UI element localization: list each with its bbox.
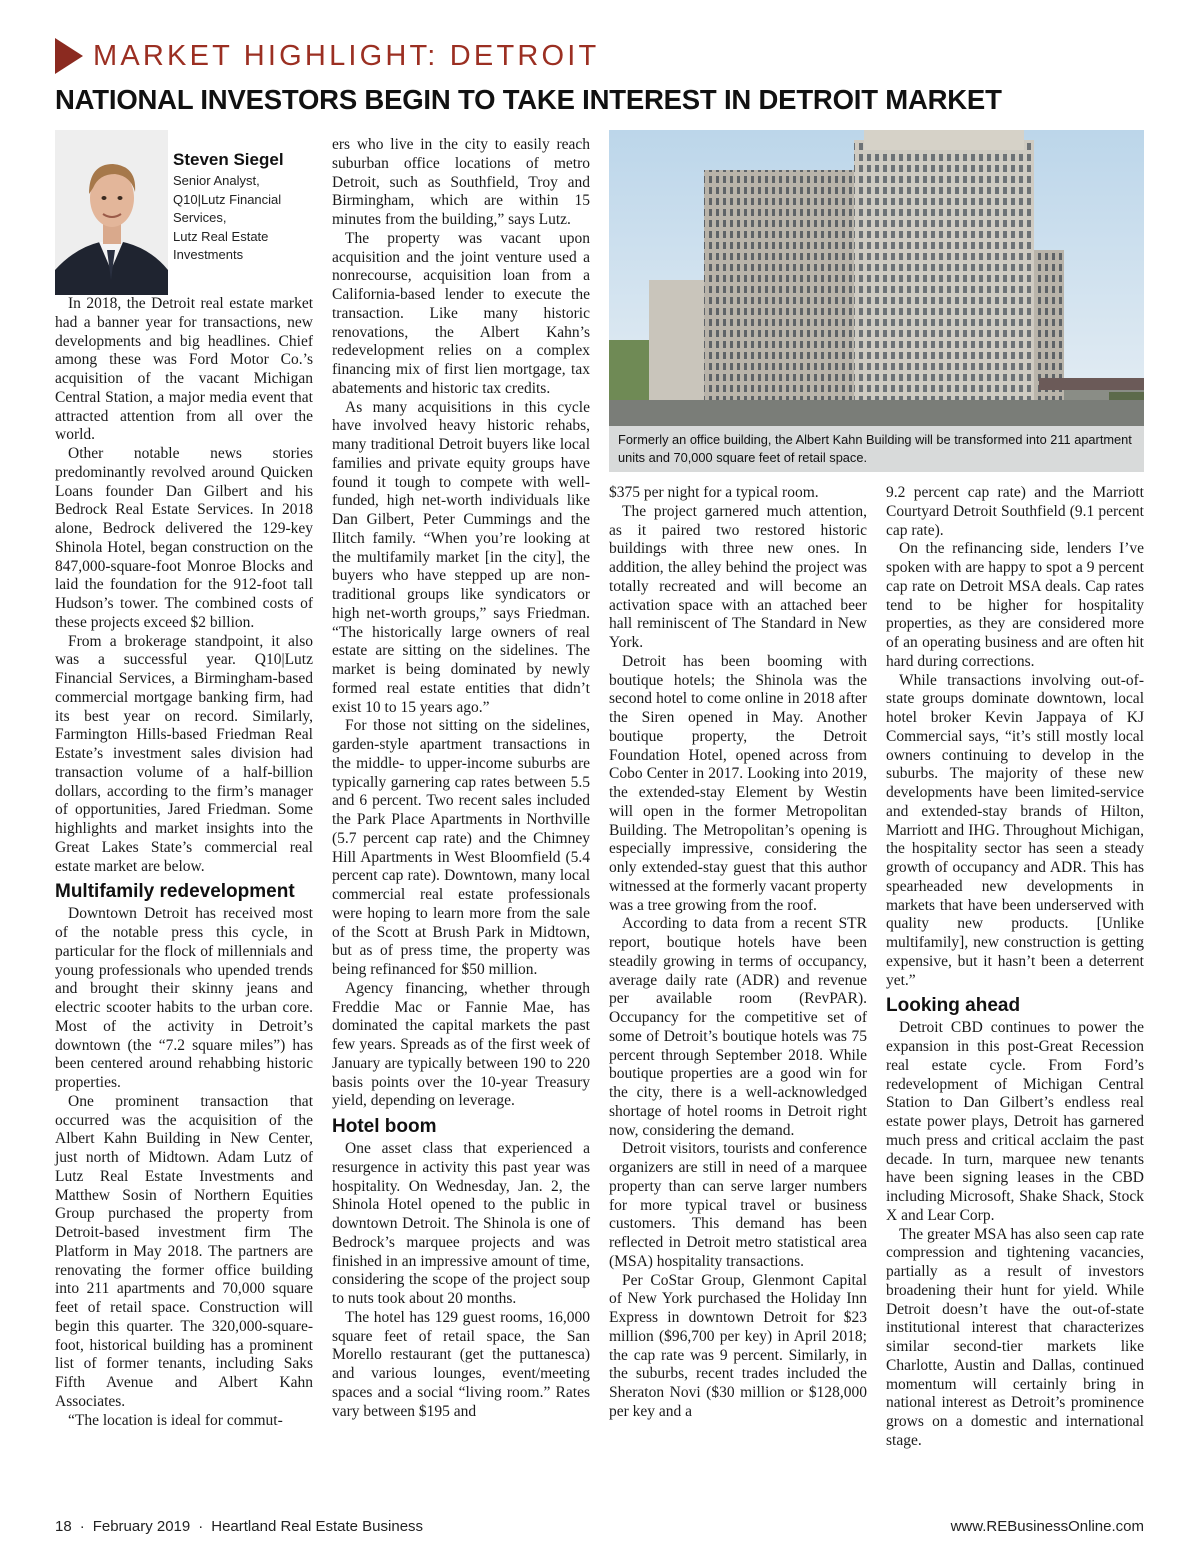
paragraph: As many acquisitions in this cycle have involved heavy historic rehabs, many traditional Detroit buyers like local families and private equity groups have found it tough to compete with well-funded, high net-worth individuals like Dan Gilbert, Peter Cummings and the Ilitch family. “When you’re looking at the multifamily market [in the city], the buyers who have stepped up are non-traditional groups like syndicators or high net-worth groups,” says Friedman. “The historically large owners of real estate are sitting on the sidelines. The market is being dominated by newly formed real estate entities that didn’t exist 10 to 15 years ago.” — [332, 398, 590, 716]
subheading-hotel-boom: Hotel boom — [332, 1116, 437, 1137]
building-photo — [609, 130, 1144, 472]
paragraph: Detroit has been booming with boutique hotels; the Shinola was the second hotel to come online in 2018 after the Siren opened in May. Another boutique property, the Detroit Foundation Hotel, opened across from Cobo Center in 2017. Looking into 2019, the extended-stay Element by Westin will open in the former Metropolitan Building. The Metropolitan’s opening is especially impressive, considering the only extended-stay guest that this author witnessed at the formerly vacant property was a tree growing from the roof. — [609, 652, 867, 914]
author-role-line: Services, — [173, 210, 227, 225]
article-column-1 — [55, 295, 313, 1430]
paragraph: According to data from a recent STR report, boutique hotels have been steadily growing in terms of occupancy, average daily rate (ADR) and revenue per available room (RevPAR). Occupancy for the competitive set of some of Detroit’s boutique hotels was 75 percent through September 2018. While boutique properties are a good win for the city, there is a well-acknowledged shortage of hotel rooms in Detroit right now, considering the demand. — [609, 915, 867, 1139]
paragraph: The property was vacant upon acquisition and the joint venture used a nonrecourse, acquisition loan from a California-based lender to execute the transaction. Like many historic renovations, the Albert Kahn’s redevelopment relies on a complex financing mix of first lien mortgage, tax abatements and historic tax credits. — [332, 229, 590, 397]
photo-caption-bar — [609, 426, 1144, 472]
page-number: 18 — [55, 1518, 72, 1535]
paragraph: While transactions involving out-of-state groups dominate downtown, local hotel broker Kevin Jappaya of KJ Commercial says, “it’s still mostly local owners continuing to develop in the suburbs. The majority of these new developments have been limited-service and extended-stay brands of Hilton, Marriott and IHG. Throughout Michigan, the hospitality sector has seen a steady growth of occupancy and ADR. This has spearheaded new developments in markets that have been underserved with quality new products. [Unlike multifamily], new construction is getting expensive, but it hasn’t been a deterrent yet.” — [886, 671, 1144, 989]
article-column-2 — [332, 136, 590, 1421]
author-role — [173, 172, 313, 265]
paragraph: $375 per night for a typical room. — [609, 484, 819, 501]
publication-name: Heartland Real Estate Business — [211, 1518, 424, 1535]
paragraph: ers who live in the city to easily reach suburban office locations of metro Detroit, such as Southfield, Troy and Birmingham, which are within 15 minutes from the building,” says Lutz. — [332, 136, 590, 228]
footer-separator: · — [79, 1518, 85, 1535]
article-column-3 — [609, 484, 867, 1422]
author-photo — [55, 130, 168, 295]
footer-separator: · — [198, 1518, 204, 1535]
paragraph: Other notable news stories predominantly revolved around Quicken Loans founder Dan Gilbert and his Bedrock Real Estate Services. In 2018 alone, Bedrock delivered the 129-key Shinola Hotel, began construction on the 847,000-square-foot Monroe Blocks and laid the foundation for the 912-foot tall Hudson’s tower. The combined costs of these projects exceed $2 billion. — [55, 445, 313, 631]
paragraph: 9.2 percent cap rate) and the Marriott Courtyard Detroit Southfield (9.1 percent cap rate). — [886, 484, 1144, 539]
author-box — [55, 130, 313, 295]
paragraph: One asset class that experienced a resurgence in activity this past year was hospitality. On Wednesday, Jan. 2, the Shinola Hotel opened to the public in downtown Detroit. The Shinola is one of Bedrock’s marquee projects and was finished in an impressive amount of time, considering the scope of the project soup to nuts took about 20 months. — [332, 1140, 590, 1307]
paragraph: Detroit visitors, tourists and conference organizers are still in need of a marquee property than can serve larger numbers for more typical travel or business customers. This demand has been reflected in Detroit metro statistical area (MSA) hospitality transactions. — [609, 1140, 867, 1270]
author-name: Steven Siegel — [173, 150, 284, 169]
paragraph: For those not sitting on the sidelines, garden-style apartment transactions in the middle- to upper-income suburbs are typically garnering cap rates between 5.5 and 6 percent. Two recent sales included the Park Place Apartments in Northville (5.7 percent cap rate) and the Chimney Hill Apartments in West Bloomfield (5.4 percent cap rate). Downtown, many local commercial real estate professionals were hoping to learn more from the sale of the Scott at Brush Park in Midtown, but as of press time, the property was being refinanced for $50 million. — [332, 717, 590, 978]
paragraph: On the refinancing side, lenders I’ve spoken with are happy to spot a 9 percent cap rate on Detroit MSA deals. Cap rates tend to be higher for hospitality properties, as they are considered more of an operating business and are often hit hard during corrections. — [886, 540, 1144, 670]
triangle-marker-icon — [55, 38, 83, 74]
paragraph: The project garnered much attention, as it paired two restored historic buildings with three new ones. In addition, the alley behind the project was totally recreated and will become an activation space with an attached beer hall reminiscent of The Standard in New York. — [609, 502, 867, 651]
author-role-line: Investments — [173, 247, 244, 262]
paragraph: Per CoStar Group, Glenmont Capital of New York purchased the Holiday Inn Express in downtown Detroit for $23 million ($96,700 per key) in April 2018; the cap rate was 9 percent. Similarly, in the suburbs, recent trades included the Sheraton Novi ($30 million or $128,000 per key and a — [609, 1271, 867, 1420]
subheading-multifamily: Multifamily redevelopment — [55, 881, 295, 903]
author-role-line: Senior Analyst, — [173, 173, 260, 188]
paragraph: Agency financing, whether through Freddie Mac or Fannie Mae, has dominated the capital markets the past few years. Spreads as of the first week of January are typically between 190 to 220 basis points over the 10-year Treasury yield, depending on leverage. — [332, 979, 590, 1110]
paragraph: The hotel has 129 guest rooms, 16,000 square feet of retail space, the San Morello restaurant (get the puttanesca) and various lounges, event/meeting spaces and a social “living room.” Rates vary between $195 and — [332, 1308, 590, 1420]
paragraph: “The location is ideal for commut- — [68, 1411, 283, 1429]
building-photo-illustration — [609, 130, 1144, 426]
kicker-label: MARKET HIGHLIGHT: DETROIT — [93, 39, 600, 72]
paragraph: Downtown Detroit has received most of the notable press this cycle, in particular for the flock of millennials and young professionals who upended trends and brought their skinny jeans and electric scooter habits to the urban core. Most of the activity in Detroit’s downtown (the “7.2 square miles”) has been centered around rehabbing historic properties. — [55, 905, 313, 1091]
author-role-line: Lutz Real Estate — [173, 228, 269, 244]
paragraph: In 2018, the Detroit real estate market had a banner year for transactions, new developments and big headlines. Chief among these was Ford Motor Co.’s acquisition of the vacant Michigan Central Station, a major media event that attracted attention from all over the world. — [55, 295, 313, 444]
paragraph: One prominent transaction that occurred was the acquisition of the Albert Kahn Building in New Center, just north of Midtown. Adam Lutz of Lutz Real Estate Investments and Matthew Sosin of Northern Equities Group purchased the property from Detroit-based investment firm The Platform in May 2018. The partners are renovating the former office building into 211 apartments and 70,000 square feet of retail space. Construction will begin this quarter. The 320,000-square-foot, historical building has a prominent list of former tenants, including Saks Fifth Avenue and Albert Kahn Associates. — [55, 1092, 313, 1410]
section-kicker — [55, 38, 599, 74]
photo-caption: Formerly an office building, the Albert Kahn Building will be transformed into 211 apartment units and 70,000 square feet of retail space. — [618, 432, 1132, 465]
article-headline: NATIONAL INVESTORS BEGIN TO TAKE INTEREST IN DETROIT MARKET — [55, 84, 1002, 115]
paragraph: Detroit CBD continues to power the expansion in this post-Great Recession real estate cycle. From Ford’s redevelopment of Michigan Central Station to Dan Gilbert’s endless real estate power plays, Detroit has garnered much press and critical acclaim the past decade. In turn, marquee new tenants have been signing leases in the CBD including Microsoft, Shake Shack, Stock X and Lear Corp. — [886, 1019, 1144, 1224]
paragraph: From a brokerage standpoint, it also was a successful year. Q10|Lutz Financial Services, a Birmingham-based commercial mortgage banking firm, had its best year on record. Similarly, Farmington Hills-based Friedman Real Estate’s investment sales division had transaction volume of a half-billion dollars, according to the firm’s manager of opportunities, Jared Friedman. Some highlights and market insights into the Great Lakes State’s commercial real estate market are below. — [55, 632, 313, 875]
author-role-line: Q10|Lutz Financial — [173, 191, 282, 207]
page-footer — [55, 1518, 423, 1535]
article-column-4 — [886, 484, 1144, 1451]
website-link[interactable]: www.REBusinessOnline.com — [950, 1518, 1144, 1535]
issue-date: February 2019 — [92, 1518, 191, 1535]
subheading-looking-ahead: Looking ahead — [886, 995, 1021, 1017]
paragraph: The greater MSA has also seen cap rate compression and tightening vacancies, partially as a result of investors broadening their hunt for yield. While Detroit doesn’t have the out-of-state institutional interest that characterizes similar second-tier markets like Charlotte, Austin and Dallas, continued momentum will certainly bring in national interest as Detroit’s prominence grows on a domestic and international stage. — [886, 1225, 1144, 1449]
